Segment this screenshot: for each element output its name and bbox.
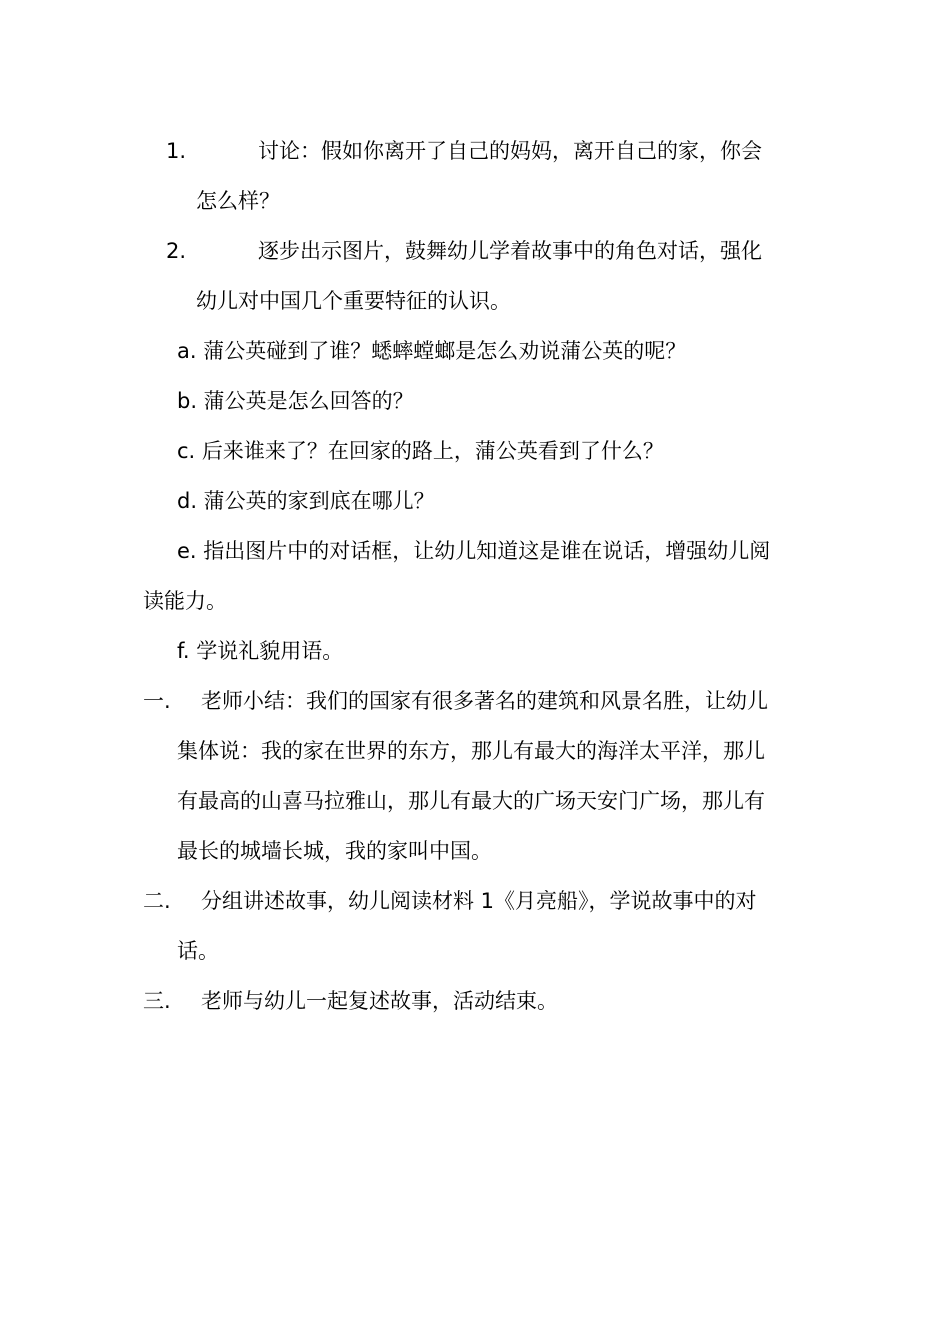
- sub-item-c: c. 后来谁来了？在回家的路上，蒲公英看到了什么？: [177, 439, 664, 463]
- section-1-line-4: 最长的城墙长城，我的家叫中国。: [177, 839, 492, 863]
- item-2-line-2: 幼儿对中国几个重要特征的认识。: [196, 289, 511, 313]
- item-1-line-1: 讨论：假如你离开了自己的妈妈，离开自己的家，你会: [258, 139, 762, 163]
- item-2-line-1: 逐步出示图片，鼓舞幼儿学着故事中的角色对话，强化: [258, 239, 762, 263]
- section-1-line-1: 老师小结：我们的国家有很多著名的建筑和风景名胜，让幼儿: [201, 689, 768, 713]
- section-3-line-1: 老师与幼儿一起复述故事，活动结束。: [201, 989, 558, 1013]
- section-1-line-2: 集体说：我的家在世界的东方，那儿有最大的海洋太平洋，那儿: [177, 739, 765, 763]
- item-2-marker: 2.: [166, 239, 187, 263]
- sub-item-f: f. 学说礼貌用语。: [177, 639, 344, 663]
- section-1-marker: 一.: [143, 689, 171, 713]
- sub-item-e-line-2: 读能力。: [143, 589, 227, 613]
- section-2-line-1: 分组讲述故事，幼儿阅读材料 1《月亮船》，学说故事中的对: [201, 889, 757, 913]
- section-3-marker: 三.: [143, 989, 171, 1013]
- section-1-line-3: 有最高的山喜马拉雅山，那儿有最大的广场天安门广场，那儿有: [177, 789, 765, 813]
- section-2-line-2: 话。: [177, 939, 219, 963]
- sub-item-b: b. 蒲公英是怎么回答的？: [177, 389, 414, 413]
- sub-item-e-line-1: e. 指出图片中的对话框，让幼儿知道这是谁在说话，增强幼儿阅: [177, 539, 771, 563]
- sub-item-d: d. 蒲公英的家到底在哪儿？: [177, 489, 435, 513]
- item-1-line-2: 怎么样？: [196, 189, 280, 213]
- sub-item-a: a. 蒲公英碰到了谁？蟋蟀螳螂是怎么劝说蒲公英的呢？: [177, 339, 687, 363]
- item-1-marker: 1.: [166, 139, 187, 163]
- section-2-marker: 二.: [143, 889, 171, 913]
